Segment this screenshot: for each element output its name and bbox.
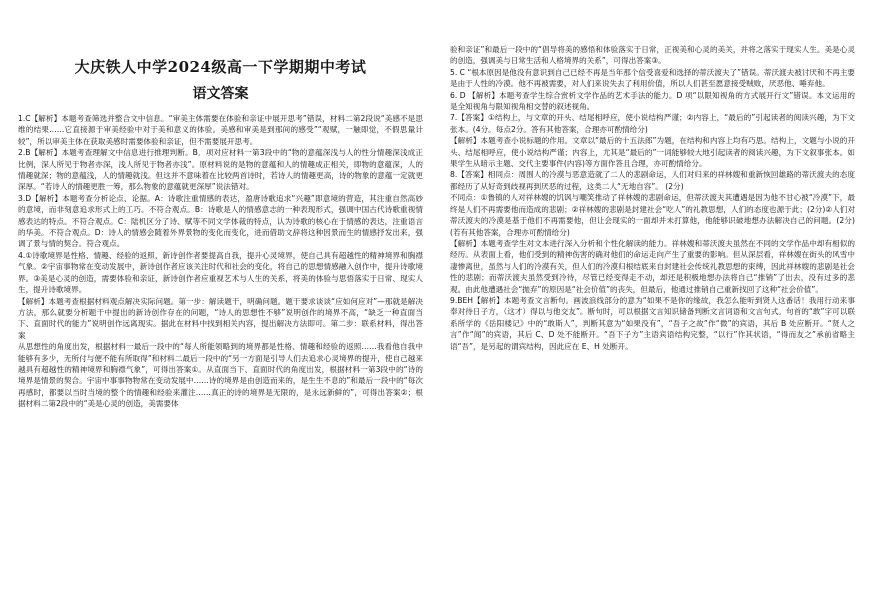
- answer-paragraph: 9.BEH【解析】本题考查文言断句。画波浪线部分的意为“如果不是你的缘故，我怎么能听到贤人这番话！我用行动来事奉对待日子方，（这才）得以与他交友”。断句时，可以根据文言知识储备判断文言词语和文言句式。句首的“敢”字可以联系所学的《岳阳楼记》中的“敢斯人”，判断其意为“如果没有”，“吾子之故”作“微”的宾语，其后 B 处应断开。“贤人之言”作“闻”的宾语，其后 C、D 处不能断开。“吾下子方”主语宾语结构完整，“以行”作其状语，“得而友之”承前省略主语“吾”，是另起的谓宾结构，因此应在 E、H 处断开。: [450, 295, 855, 351]
- answer-paragraph: 验和亲证”和最后一段中的“倡导将美的感悟和体验落实于日常，正视美和心灵的美关，并将之落实于现实人生。美是心灵的创造，强调美与日常生活和人格境界的关系”，可得出答案③。: [450, 45, 855, 66]
- answer-paragraph: 2.B【解析】本题考查理解文中信息进行推理判断。B．项对应材料一第3段中的“物的意蕴深浅与人的性分情趣深浅成正比例，深人所见于物者亦深，浅人所见于物者亦浅”。原材料说的是物的意蕴和人的情趣成正相关，即物的意蕴深，人的情趣就深；物的意蕴浅，人的情趣就浅。但这并不意味着在比较两首诗时，若诗人的情趣更高，诗的物象的意蕴一定就更深厚。“若诗人的情趣更胜一筹，那么物象的意蕴就更深厚”说法错对。: [18, 148, 423, 192]
- answer-paragraph: 【解析】本题考查学生对文本进行深入分析和个性化解读的能力。祥林嫂和蒂沃渡夫虽然在不同的文学作品中却有相似的经历。从表面上看，他们受到的精神伤害的确对他们的命运走向产生了重要的影响。但从深层看，祥林嫂在街头的风雪中凄惨离世，虽然与人们的冷漠有关，但人们的冷漠归根结底来自封建社会传统礼教思想的束缚，因此祥林嫂的悲剧是社会性的悲剧；而蒂沃渡夫虽然受到冷待，尽管已经变得走不动，却还是积极地想办法将自己“推销”了出去，没有过多的悲观。由此他遭遇社会“抛弃”的原因是“社会价值”的丧失，但最后，他通过推销自己重新找回了这种“社会价值”。: [450, 238, 855, 294]
- answer-paragraph: 从思想性的角度出发，根据材料一最后一段中的“每人所能领略到的境界都是性格、情趣和经验的返照……我看他自我中能够有多少，无所付与便不能有所取得”和材料二最后一段中的“另一方面是引导人们去追求心灵境界的提升，使自己越来越具有超越性的精神境界和胸襟气象”，可得出答案①。从直面当下、直面时代的角度出发，根据材料一第3段中的“诗的境界是情景的契合。宇宙中事事物物常在变动发展中……诗的境界是由创造而来的，是生生不息的”和最后一段中的“每次再感时，都要以当时当境的整个的情趣和经验来灌注……真正的诗的境界是无限的，是永远新鲜的”，可得出答案②；根据材料二第2段中的“美是心灵的创造，美需要体: [18, 342, 423, 409]
- answer-paragraph: 7.【答案】①结构上，与文章的开头、结尾相呼应，使小说结构严谨；②内容上，“最后的”引起读者的阅读兴趣，为下文张本。(4分。每点2分。答有其他答案，合理亦可酌情给分): [450, 113, 855, 134]
- answer-paragraph: 5. C “根本原因是他没有意识到自己已经不再是当年那个信受喜爱和选择的蒂沃渡夫了”错误。蒂沃渡夫被讨厌和不再主要是由于人性的冷漠。他不再被需要，对人们来说失去了利用价值，所以人们甚至愿意接受贼败，厌恶他、唾弃他。: [450, 67, 855, 89]
- right-column: [450, 44, 855, 352]
- left-column: [18, 42, 423, 410]
- answer-paragraph: 3.D【解析】本题考查分析论点、论据。A：诗歌注重情感的表达，盈唐诗歌追求“兴趣”即意境的营造，其注重自然高妙的意境，而非刻意追求形式上的工巧。不符合观点。B：诗歌是人的情感意志的一种表现形式，强调中国古代诗歌重视情感表达的特点。不符合观点。C：陆机区分了诗、赋等不同文学体裁的特点，认为诗歌的核心在于情感的表达，注重语言的华美。不符合观点。D：诗人的情感会随着外界景物的变化而变化，进而借助文辞将这种因景而生的情感抒发出来，强调了景与情的契合。符合观点。: [18, 193, 423, 249]
- answer-paragraph: 【解析】本题考查根据材料观点解决实际问题。第一步：解读题干，明确问题。题干要求谈谈“应如何应对”—那就是解决方法，那么就要分析题干中提出的新诗创作存在的问题，“诗人的思想性不够”说明创作的境界不高，“缺乏一种直面当下、直面时代的能力”说明创作远离现实。据此在材料中找到相关内容，提出解决方法即可。第二步：联系材料，得出答案: [18, 296, 423, 340]
- document-subtitle: 语文答案: [192, 86, 249, 102]
- answer-paragraph: 不同点：①鲁镇的人对祥林嫂的饥讽与嘲笑推动了祥林嫂的悲剧命运，但蒂沃渡夫其遭遇是因为他不甘心被“冷漠”下，最终是人们不再需要他而造成的悲剧；②祥林嫂的悲剧是封建社会“吃人”的礼教思想，人们的态度也源于此；(2分)②人们对蒂沃渡夫的冷漠是基于他们不再需要他，但让会现实的一面却并未打算他，他能够识破地想办法解决自己的问题。(2分)(若有其他答案，合理亦可酌情给分): [450, 193, 855, 237]
- answer-paragraph: 8.【答案】相同点：周围人的冷漠与恶意造就了二人的悲剧命运，人们对归来的祥林嫂和重新恢回雄路的蒂沃渡夫的态度都经历了从好奇到歧视再到厌恶的过程，这类二人“无地自容”。 (2分): [450, 170, 855, 191]
- answer-paragraph: 6. D 【解析】本题考查学生综合赏析文学作品的艺术手法的能力。D 项“以限知视角的方式展开行文”错误。本文运用的是全知视角与限知视角相交替的叙述视角。: [450, 90, 855, 112]
- answer-paragraph: 1.C【解析】本题考查筛选并整合文中信息。“审美主体需要在体验和亲证中展开思考”错误，材料二第2段说“美感不是思维的结果……它直接源于审美经验中对于美和意义的体验。美感和审美是到那间的感受”“观赋，一触即觉，不假思量计较”，所以审美主体在获取美感时需要体验和亲证，但不需要展开思考。: [18, 114, 423, 146]
- document-title: 大庆铁人中学2024级高一下学期期中考试: [74, 58, 367, 76]
- answer-paragraph: 4.①诗歌境界是性格、情趣、经验的返照，新诗创作者要提高自我，提升心灵境界，使自己具有超越性的精神境界和胸襟气象。②宇宙事物常在变动发展中，新诗创作者应该关注时代和社会的变化，将自己的思想情感融入创作中，提升诗歌境界。③美是心灵的创造，需要体验和亲证，新诗创作者应重视艺术与人生的关系，将美的体验与思悟落实于日常、现实人生，提升诗歌境界。: [18, 250, 423, 295]
- answer-paragraph: 【解析】本题考查小说标题的作用。文章以“最后的十五法郎”为题，在结构和内容上均有巧思。结构上，文题与小说的开头、结尾相呼应，使小说结构严谨；内容上，尤其是“最后的”一词能够较大地引起读者的阅读兴趣，为下文叙事张本。如果学生从暗示主题、交代主要事件(内容)等方面作答且合理，亦可酌情给分。: [450, 136, 855, 169]
